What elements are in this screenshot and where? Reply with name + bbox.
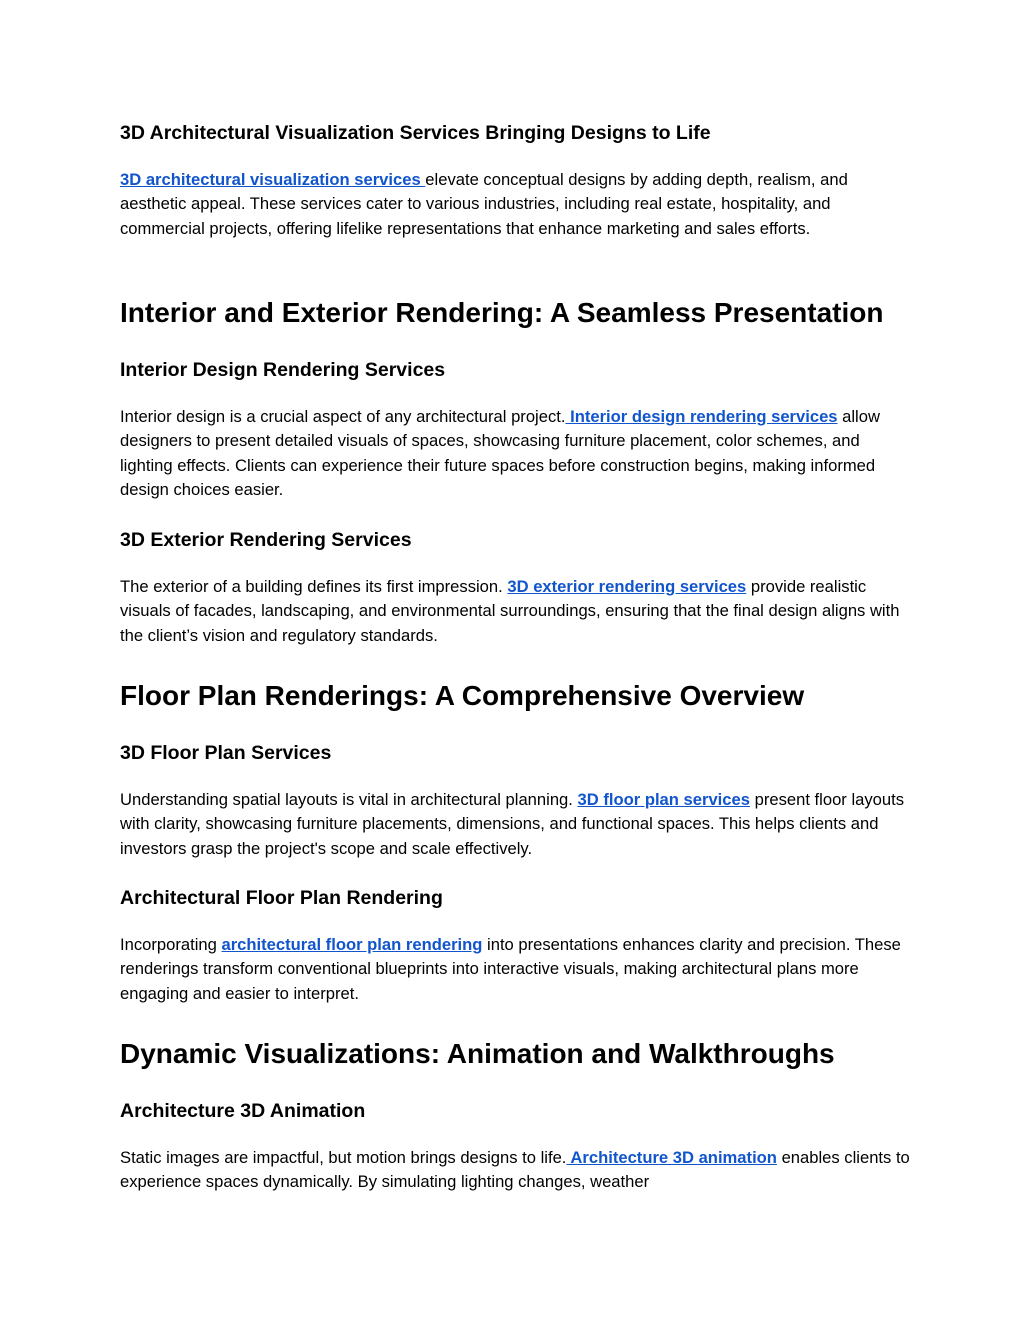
link-3d-floor-plan-services[interactable]: 3D floor plan services bbox=[577, 790, 750, 809]
paragraph-interior-design-block bbox=[120, 405, 910, 503]
paragraph-text: enables clients to experience spaces dynamically. By simulating lighting changes, weather bbox=[120, 1148, 910, 1192]
section-dynamic-visualizations bbox=[120, 1037, 910, 1071]
section-heading-dynamic-visualizations: Dynamic Visualizations: Animation and Walkthroughs bbox=[120, 1038, 835, 1069]
section-heading-interior-exterior: Interior and Exterior Rendering: A Seamless Presentation bbox=[120, 297, 884, 328]
paragraph-interior-design bbox=[120, 405, 910, 503]
subsection-exterior-rendering bbox=[120, 528, 910, 552]
paragraph-text: Static images are impactful, but motion brings designs to life. bbox=[120, 1148, 567, 1167]
intro-paragraph bbox=[120, 168, 910, 241]
link-interior-design-rendering-services[interactable]: Interior design rendering services bbox=[565, 407, 838, 426]
subsection-interior-design bbox=[120, 358, 910, 382]
document-title-block bbox=[120, 121, 910, 145]
intro-paragraph-block bbox=[120, 168, 910, 241]
subsection-heading-interior-design: Interior Design Rendering Services bbox=[120, 359, 446, 381]
document-title: 3D Architectural Visualization Services Bringing Designs to Life bbox=[120, 122, 711, 144]
paragraph-text: into presentations enhances clarity and precision. These renderings transform conventional blueprints into interactive visuals, making architectural plans more engaging and easier to interpret. bbox=[120, 935, 901, 1003]
subsection-heading-exterior-rendering: 3D Exterior Rendering Services bbox=[120, 529, 412, 551]
paragraph-text: provide realistic visuals of facades, landscaping, and environmental surroundings, ensuring that the final design aligns with the client’s vision and regulatory standards. bbox=[120, 577, 900, 645]
paragraph-text: The exterior of a building defines its first impression. bbox=[120, 577, 508, 596]
paragraph-text: Understanding spatial layouts is vital in architectural planning. bbox=[120, 790, 578, 809]
link-3d-exterior-rendering-services[interactable]: 3D exterior rendering services bbox=[507, 577, 747, 596]
paragraph-text: Incorporating bbox=[120, 935, 222, 954]
paragraph-3d-floor-plan-block bbox=[120, 788, 910, 861]
intro-text: elevate conceptual designs by adding depth, realism, and aesthetic appeal. These services cater to various industries, including real estate, hospitality, and commercial projects, offering lifelike representations that enhance marketing and sales efforts. bbox=[120, 170, 848, 238]
link-architectural-floor-plan-rendering[interactable]: architectural floor plan rendering bbox=[221, 935, 483, 954]
subsection-heading-architecture-3d-animation: Architecture 3D Animation bbox=[120, 1100, 366, 1122]
paragraph-architectural-floor-plan-block bbox=[120, 933, 910, 1006]
link-3d-architectural-visualization-services[interactable]: 3D architectural visualization services bbox=[120, 170, 426, 189]
paragraph-text: Interior design is a crucial aspect of any architectural project. bbox=[120, 407, 566, 426]
subsection-architectural-floor-plan bbox=[120, 886, 910, 910]
subsection-heading-architectural-floor-plan: Architectural Floor Plan Rendering bbox=[120, 887, 443, 909]
section-heading-floor-plan: Floor Plan Renderings: A Comprehensive Overview bbox=[120, 680, 805, 711]
paragraph-text: present floor layouts with clarity, showcasing furniture placements, dimensions, and functional spaces. This helps clients and investors grasp the project's scope and scale effectively. bbox=[120, 790, 905, 858]
paragraph-exterior-rendering bbox=[120, 575, 910, 648]
paragraph-text: allow designers to present detailed visuals of spaces, showcasing furniture placement, color schemes, and lighting effects. Clients can experience their future spaces before construction begins, making informed design choices easier. bbox=[120, 407, 880, 500]
link-architecture-3d-animation[interactable]: Architecture 3D animation bbox=[566, 1148, 777, 1167]
subsection-architecture-3d-animation bbox=[120, 1099, 910, 1123]
section-floor-plan bbox=[120, 679, 910, 713]
paragraph-3d-floor-plan bbox=[120, 788, 910, 861]
subsection-heading-3d-floor-plan: 3D Floor Plan Services bbox=[120, 742, 332, 764]
paragraph-architectural-floor-plan bbox=[120, 933, 910, 1006]
paragraph-architecture-3d-animation bbox=[120, 1146, 910, 1195]
paragraph-exterior-rendering-block bbox=[120, 575, 910, 648]
subsection-3d-floor-plan bbox=[120, 741, 910, 765]
paragraph-architecture-3d-animation-block bbox=[120, 1146, 910, 1195]
section-interior-exterior bbox=[120, 296, 910, 330]
